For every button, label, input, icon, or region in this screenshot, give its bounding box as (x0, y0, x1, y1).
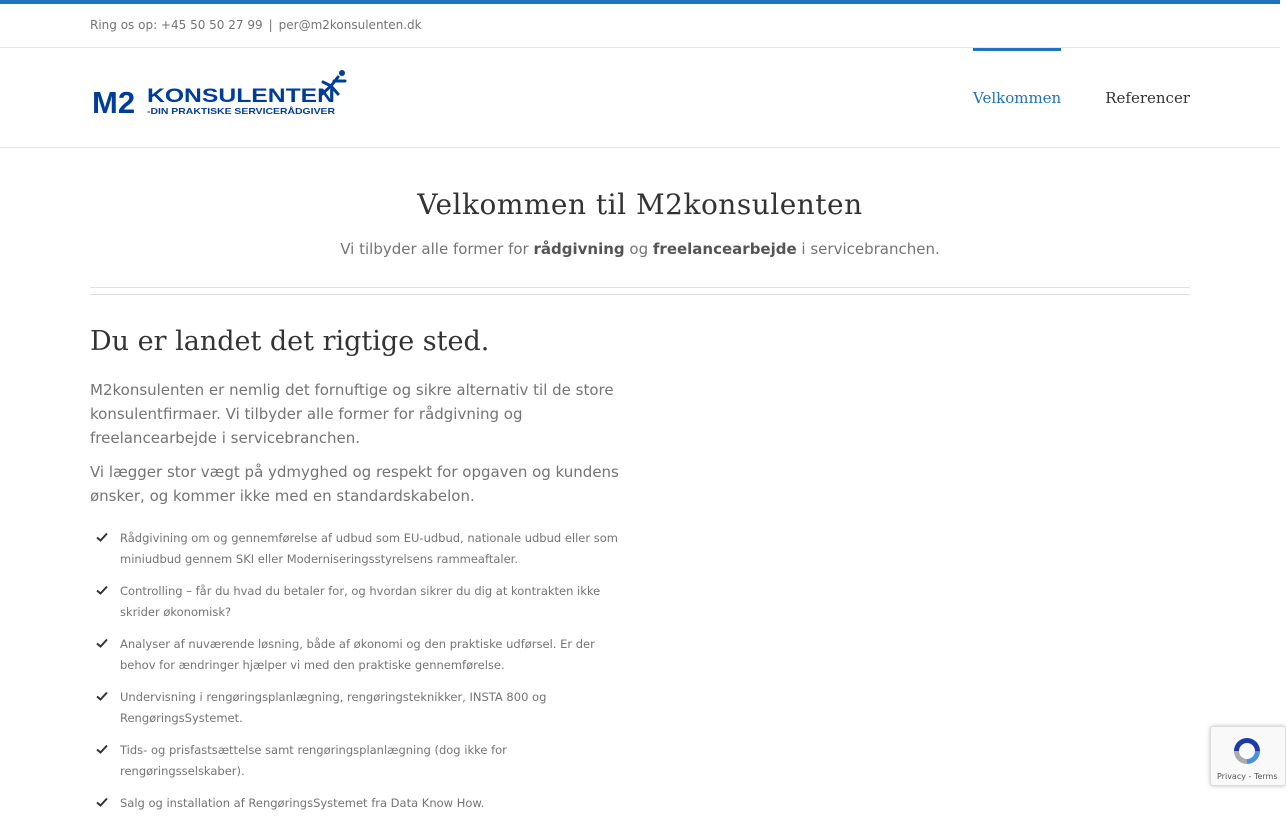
check-icon (96, 796, 108, 808)
recaptcha-badge[interactable] (1210, 726, 1286, 786)
contact-info (90, 18, 422, 32)
list-item-text: Salg og installation af RengøringsSystemet fra Data Know How. (120, 796, 485, 810)
logo-m2: M2 (92, 85, 136, 120)
list-item-text: Undervisning i rengøringsplanlægning, rengøringsteknikker, INSTA 800 og RengøringsSystemet. (120, 690, 547, 725)
values-paragraph: Vi lægger stor vægt på ydmyghed og respekt for opgaven og kundens ønsker, og kommer ikke med en standardskabelon. (90, 463, 619, 505)
divider-top (90, 287, 1190, 288)
check-icon (96, 690, 108, 702)
hero-subtitle (0, 240, 1280, 258)
logo-konsulenten: KONSULENTEN (147, 86, 335, 107)
nav-item-velkommen[interactable]: Velkommen (973, 48, 1061, 147)
list-item (90, 740, 630, 782)
hero-sub-bold-freelance: freelancearbejde (652, 240, 797, 258)
list-item (90, 793, 630, 814)
list-item (90, 581, 630, 623)
divider-bottom (90, 294, 1190, 295)
list-item (90, 634, 630, 676)
section-title: Du er landet det rigtige sted. (90, 326, 490, 357)
secondary-bar (0, 4, 1280, 48)
site-header (0, 48, 1280, 148)
running-figure-icon (322, 70, 345, 94)
contact-separator: | (268, 18, 273, 32)
logo-tagline: -DIN PRAKTISKE SERVICERÅDGIVER (147, 106, 335, 116)
email-link[interactable]: per@m2konsulenten.dk (278, 18, 422, 32)
list-item-text: Tids- og prisfastsættelse samt rengøringsplanlægning (dog ikke for rengøringsselskaber). (120, 743, 507, 778)
list-item (90, 528, 630, 570)
logo-graphic (90, 68, 350, 118)
recaptcha-icon (1231, 735, 1263, 767)
hero-sub-pre: Vi tilbyder alle former for (340, 240, 534, 258)
check-icon (96, 531, 108, 543)
check-icon (96, 584, 108, 596)
recaptcha-terms[interactable]: Privacy - Terms (1217, 772, 1278, 781)
phone-text: Ring os op: +45 50 50 27 99 (90, 18, 263, 32)
list-item-text: Rådgivining om og gennemførelse af udbud som EU-udbud, nationale udbud eller som miniudbud gennem SKI eller Moderniseringsstyrelsens rammeaftaler. (120, 531, 618, 566)
nav-item-referencer[interactable]: Referencer (1105, 88, 1190, 107)
hero-sub-post: i servicebranchen. (796, 240, 940, 258)
services-checklist (90, 528, 630, 825)
list-item-text: Analyser af nuværende løsning, både af økonomi og den praktiske udførsel. Er der behov for ændringer hjælper vi med den praktiske gennemførelse. (120, 637, 595, 672)
list-item-text: Controlling – får du hvad du betaler for, og hvordan sikrer du dig at kontrakten ikke skrider økonomisk? (120, 584, 601, 619)
hero-sub-mid: og (624, 240, 653, 258)
check-icon (96, 637, 108, 649)
hero-title: Velkommen til M2konsulenten (417, 188, 863, 221)
site-logo[interactable] (90, 68, 350, 118)
hero-sub-bold-raadgivning: rådgivning (533, 240, 625, 258)
main-nav (929, 48, 1190, 147)
list-item (90, 687, 630, 729)
intro-paragraph: M2konsulenten er nemlig det fornuftige og sikre alternativ til de store konsulentfirmaer. Vi tilbyder alle former for rådgivning og freelancearbejde i servicebranchen. (90, 381, 614, 447)
check-icon (96, 743, 108, 755)
